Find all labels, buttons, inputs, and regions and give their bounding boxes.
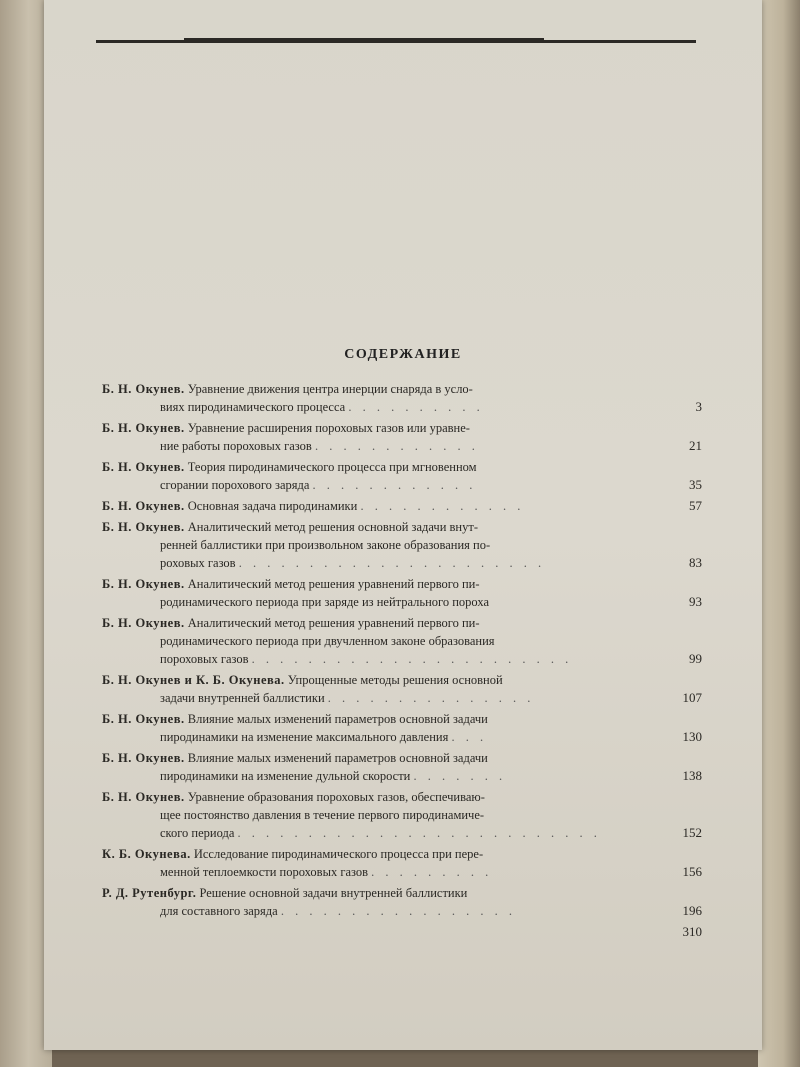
toc-title-line: Влияние малых изменений параметров основной задачи <box>187 751 488 765</box>
toc-page-number: 130 <box>682 729 702 744</box>
toc-title-line: пороховых газов <box>160 652 249 666</box>
toc-author: Б. Н. Окунев. <box>102 790 185 804</box>
book-page <box>44 0 762 1050</box>
top-rule-short <box>184 38 544 40</box>
toc-entry: Б. Н. Окунев и К. Б. Окунева. Упрощенные методы решения основной задачи внутренней баллистики . . . . . . . . . . . . . . . 107 <box>102 673 702 705</box>
toc-page-number: 83 <box>689 555 702 570</box>
toc-page-number: 35 <box>689 477 702 492</box>
toc-title-line: Исследование пиродинамического процесса при пере- <box>193 847 484 861</box>
toc-entry: Б. Н. Окунев. Основная задача пиродинамики . . . . . . . . . . . . 57 <box>102 498 702 513</box>
book-cover-edge <box>758 0 800 1067</box>
toc-page-number: 310 <box>682 924 702 939</box>
toc-entry: Б. Н. Окунев. Влияние малых изменений параметров основной задачи пиродинамики на изменение дульной скорости . . . . . . . 138 <box>102 751 702 783</box>
toc-author: Б. Н. Окунев. <box>102 751 185 765</box>
toc-title-line: виях пиродинамического процесса <box>160 400 346 414</box>
toc-author: Б. Н. Окунев. <box>102 460 185 474</box>
toc-title-line: Теория пиродинамического процесса при мгновенном <box>187 460 477 474</box>
toc-page-number: 21 <box>689 438 702 453</box>
toc-entry: Б. Н. Окунев. Уравнение движения центра инерции снаряда в усло- виях пиродинамического процесса . . . . . . . . . . 3 <box>102 382 702 414</box>
toc-title-line: Влияние малых изменений параметров основной задачи <box>187 712 488 726</box>
toc-entry: Б. Н. Окунев. Аналитический метод решения уравнений первого пи- родинамического периода при двучленном законе образования пороховых газов . . . . . . . . . . . . . . . . . . . . . . . 99 <box>102 616 702 666</box>
toc-title-line: Аналитический метод решения основной задачи внут- <box>187 520 478 534</box>
toc-title-line: для составного заряда <box>160 904 278 918</box>
toc-entry: Б. Н. Окунев. Аналитический метод решения основной задачи внут- ренней баллистики при произвольном законе образования по- роховых газов . . . . . . . . . . . . . . . . . . . . . . 83 <box>102 520 702 570</box>
toc-author: Б. Н. Окунев. <box>102 520 185 534</box>
toc-title-line: Аналитический метод решения уравнений первого пи- <box>187 616 480 630</box>
toc-author: Б. Н. Окунев. <box>102 499 185 513</box>
toc-title-line: Упрощенные методы решения основной <box>287 673 503 687</box>
toc-title-line: ние работы пороховых газов <box>160 439 312 453</box>
toc-page-number: 99 <box>689 651 702 666</box>
toc-author: Б. Н. Окунев. <box>102 421 185 435</box>
toc-author: Б. Н. Окунев. <box>102 577 185 591</box>
toc-title-line: родинамического периода при заряде из нейтрального пороха <box>160 595 490 609</box>
toc-entry: Р. Д. Рутенбург. Решение основной задачи внутренней баллистики для составного заряда . . . . . . . . . . . . . . . . . 196 <box>102 886 702 918</box>
toc-page-number: 196 <box>682 903 702 918</box>
toc-entry: Б. Н. Окунев. Влияние малых изменений параметров основной задачи пиродинамики на изменение максимального давления . . . 130 <box>102 712 702 744</box>
toc-entry: К. Б. Окунева. Исследование пиродинамического процесса при пере- менной теплоемкости пороховых газов . . . . . . . . . 156 <box>102 847 702 879</box>
toc-title-line: Уравнение образования пороховых газов, обеспечиваю- <box>187 790 485 804</box>
toc-page-number: 107 <box>682 690 702 705</box>
toc-author: Б. Н. Окунев. <box>102 712 185 726</box>
toc-author: Р. Д. Рутенбург. <box>102 886 197 900</box>
toc-page-number: 156 <box>682 864 702 879</box>
toc-page-number: 3 <box>695 399 702 414</box>
toc-title-line: родинамического периода при двучленном законе образования <box>160 634 495 648</box>
toc-title-line: пиродинамики на изменение дульной скорости <box>160 769 411 783</box>
toc-title-line: ского периода <box>160 826 235 840</box>
toc-title-line: менной теплоемкости пороховых газов <box>160 865 369 879</box>
toc-author: К. Б. Окунева. <box>102 847 191 861</box>
toc-entry: Б. Н. Окунев. Уравнение образования пороховых газов, обеспечиваю- щее постоянство давления в течение первого пиродинамиче- ского периода . . . . . . . . . . . . . . . . . . . . . . . . . . 152 <box>102 790 702 840</box>
toc-page-number: 138 <box>682 768 702 783</box>
toc-title-line: Уравнение движения центра инерции снаряда в усло- <box>187 382 473 396</box>
toc-page-number: 57 <box>689 498 702 513</box>
top-rule <box>96 40 696 43</box>
toc-title-line: ренней баллистики при произвольном законе образования по- <box>160 538 491 552</box>
toc-title-line: Уравнение расширения пороховых газов или уравне- <box>187 421 470 435</box>
toc-title-line: пиродинамики на изменение максимального давления <box>160 730 449 744</box>
toc-title-line: Аналитический метод решения уравнений первого пи- <box>187 577 480 591</box>
toc-entry: Б. Н. Окунев. Теория пиродинамического процесса при мгновенном сгорании порохового заряда . . . . . . . . . . . . 35 <box>102 460 702 492</box>
toc-author: Б. Н. Окунев. <box>102 616 185 630</box>
toc-title-line: щее постоянство давления в течение первого пиродинамиче- <box>160 808 485 822</box>
toc-title-line: задачи внутренней баллистики <box>160 691 325 705</box>
toc-entry-final <box>102 923 702 941</box>
toc-entry: Б. Н. Окунев. Уравнение расширения пороховых газов или уравне- ние работы пороховых газов . . . . . . . . . . . . 21 <box>102 421 702 453</box>
toc-title-line: Решение основной задачи внутренней баллистики <box>199 886 468 900</box>
page-title: СОДЕРЖАНИЕ <box>344 347 462 362</box>
toc-author: Б. Н. Окунев. <box>102 382 185 396</box>
toc-page-number: 152 <box>682 825 702 840</box>
toc-title-line: Основная задача пиродинамики <box>187 499 358 513</box>
toc-page-number: 93 <box>689 594 702 609</box>
toc-entry <box>102 575 702 611</box>
toc-author: Б. Н. Окунев и К. Б. Окунева. <box>102 673 285 687</box>
toc-title-line: сгорании порохового заряда <box>160 478 310 492</box>
toc-title-line: роховых газов <box>160 556 236 570</box>
table-of-contents <box>102 380 702 944</box>
